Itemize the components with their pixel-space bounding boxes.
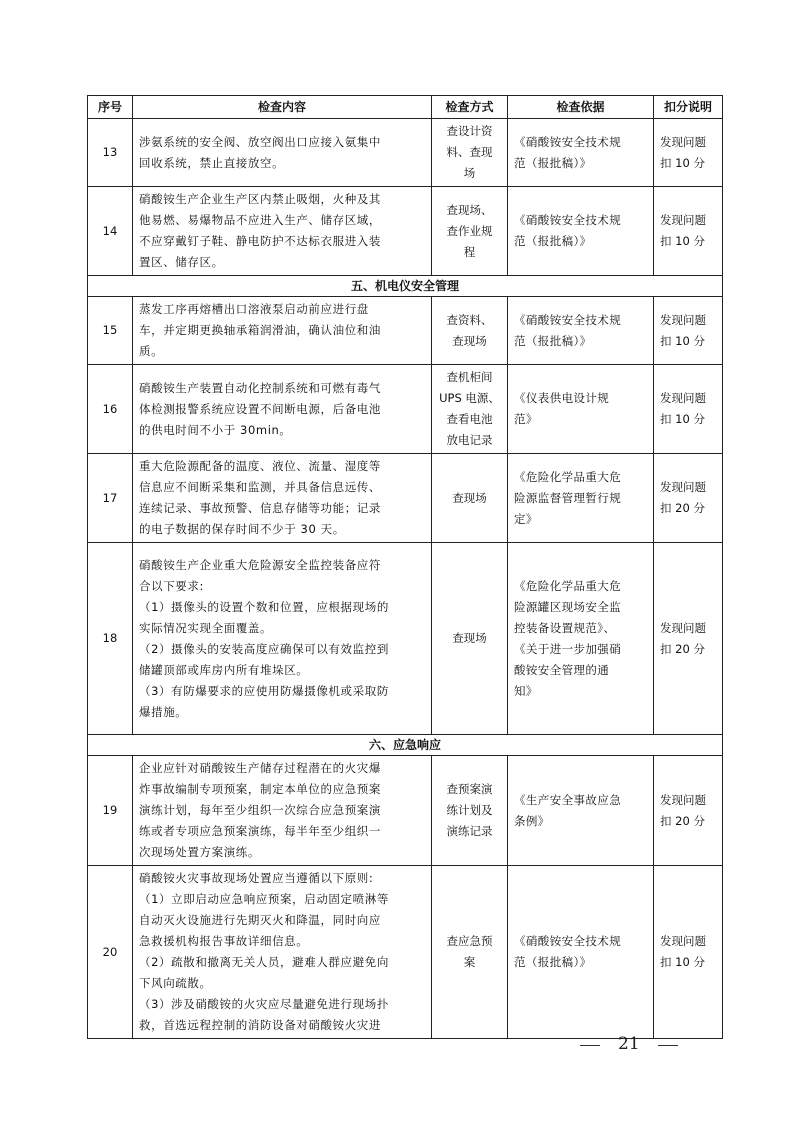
- text-line: 查资料、: [446, 312, 493, 327]
- text-line: 发现问题: [660, 934, 706, 948]
- check-method: [432, 543, 508, 735]
- text-line: （1）摄像头的设置个数和位置，应根据现场的: [139, 599, 389, 614]
- text-line: 查看电池: [446, 412, 493, 426]
- text-line: 查作业规: [446, 223, 493, 238]
- text-line: 查应急预: [446, 934, 493, 948]
- text-line: 回收系统，禁止直接放空。: [139, 155, 285, 170]
- check-content: [133, 187, 432, 276]
- check-content: [133, 119, 432, 187]
- check-method: [432, 187, 508, 276]
- check-basis: [508, 454, 654, 543]
- row-number: 14: [88, 187, 133, 276]
- check-content: [133, 454, 432, 543]
- check-method: [432, 365, 508, 454]
- text-line: 发现问题: [660, 391, 706, 405]
- table-row: [88, 866, 723, 1039]
- text-line: 放电记录: [446, 433, 493, 447]
- text-line: 场: [463, 166, 476, 180]
- text-line: （3）有防爆要求的应使用防爆摄像机或采取防: [139, 683, 389, 698]
- text-line: 《硝酸铵安全技术规: [514, 312, 622, 327]
- text-line: （1）立即启动应急响应预案，启动固定喷淋等: [139, 892, 389, 906]
- section-heading-row: [88, 735, 723, 756]
- header-deduct: 扣分说明: [654, 96, 723, 119]
- text-line: 查现场、: [446, 202, 493, 217]
- deduction-note: [654, 365, 723, 454]
- table-row: [88, 756, 723, 866]
- row-number: 15: [88, 297, 133, 365]
- text-line: 查设计资: [446, 124, 493, 138]
- text-line: 救，首选远程控制的消防设备对硝酸铵火灾进: [139, 1018, 381, 1032]
- text-line: 储罐顶部或库房内所有堆垛区。: [139, 662, 309, 677]
- text-line: 扣 10 分: [660, 955, 705, 969]
- text-line: 急救援机构报告事故详细信息。: [139, 934, 309, 948]
- text-line: 实际情况实现全面覆盖。: [139, 620, 273, 635]
- inspection-table: [87, 95, 723, 1039]
- row-number: 18: [88, 543, 133, 735]
- text-line: 险源罐区现场安全监: [514, 599, 622, 614]
- text-line: 料、查现: [446, 145, 493, 159]
- text-line: 发现问题: [660, 213, 706, 227]
- text-line: 连续记录、事故预警、信息存储等功能；记录: [139, 501, 381, 515]
- section-title: 六、应急响应: [88, 735, 723, 756]
- text-line: 发现问题: [660, 134, 706, 149]
- text-line: 范（报批稿）》: [514, 955, 592, 969]
- text-line: 查现场: [452, 631, 487, 645]
- table-row: [88, 365, 723, 454]
- check-method: [432, 454, 508, 543]
- text-line: 条例》: [514, 813, 550, 828]
- text-line: 案: [463, 955, 476, 969]
- text-line: 他易燃、易爆物品不应进入生产、储存区域，: [139, 213, 381, 227]
- text-line: 信息应不间断采集和监测，并具备信息远传、: [139, 480, 381, 494]
- text-line: 酸铵安全管理的通: [514, 662, 610, 677]
- text-line: 不应穿戴钉子鞋、静电防护不达标衣服进入装: [139, 234, 381, 248]
- text-line: 查预案演: [446, 782, 493, 796]
- check-method: [432, 119, 508, 187]
- text-line: 知》: [514, 683, 538, 698]
- text-line: 范（报批稿）》: [514, 155, 592, 170]
- check-content: [133, 543, 432, 735]
- text-line: 自动灭火设施进行先期灭火和降温，同时向应: [139, 913, 381, 927]
- text-line: 蒸发工序再熔槽出口溶液泵启动前应进行盘: [139, 302, 369, 316]
- text-line: 扣 20 分: [660, 641, 705, 656]
- check-basis: [508, 543, 654, 735]
- text-line: 发现问题: [660, 620, 706, 635]
- text-line: 控装备设置规范》、: [514, 620, 616, 635]
- header-basis: 检查依据: [508, 96, 654, 119]
- text-line: 发现问题: [660, 480, 706, 494]
- text-line: 查现场: [452, 333, 487, 348]
- table-row: [88, 297, 723, 365]
- text-line: 《仪表供电设计规: [514, 391, 610, 405]
- text-line: 体检测报警系统应设置不间断电源，后备电池: [139, 401, 381, 416]
- text-line: 次现场处置方案演练。: [139, 845, 260, 859]
- text-line: 范（报批稿）》: [514, 333, 592, 348]
- deduction-note: [654, 543, 723, 735]
- footer-dash-left: [580, 1045, 600, 1046]
- deduction-note: [654, 866, 723, 1039]
- header-no: 序号: [88, 96, 133, 119]
- check-method: [432, 756, 508, 866]
- text-line: 演练计划，每年至少组织一次综合应急预案演: [139, 803, 381, 817]
- section-title: 五、机电仪安全管理: [88, 276, 723, 297]
- header-method: 检查方式: [432, 96, 508, 119]
- text-line: 扣 10 分: [660, 155, 705, 170]
- text-line: 硝酸铵火灾事故现场处置应当遵循以下原则:: [139, 871, 374, 885]
- deduction-note: [654, 297, 723, 365]
- check-method: [432, 866, 508, 1039]
- text-line: 练或者专项应急预案演练，每半年至少组织一: [139, 824, 381, 838]
- text-line: 扣 20 分: [660, 813, 705, 828]
- text-line: 的电子数据的保存时间不少于 30 天。: [139, 522, 345, 536]
- section-heading-row: [88, 276, 723, 297]
- text-line: 《关于进一步加强硝: [514, 641, 622, 656]
- text-line: 置区、储存区。: [139, 255, 224, 269]
- text-line: 发现问题: [660, 312, 706, 327]
- deduction-note: [654, 119, 723, 187]
- text-line: 硝酸铵生产企业重大危险源安全监控装备应符: [139, 557, 381, 572]
- text-line: 《硝酸铵安全技术规: [514, 934, 622, 948]
- text-line: 程: [463, 244, 476, 259]
- page-footer: [580, 1034, 680, 1056]
- text-line: 硝酸铵生产企业生产区内禁止吸烟，火种及其: [139, 192, 381, 206]
- text-line: 查现场: [452, 490, 487, 505]
- text-line: 硝酸铵生产装置自动化控制系统和可燃有毒气: [139, 380, 381, 395]
- row-number: 13: [88, 119, 133, 187]
- text-line: 企业应针对硝酸铵生产储存过程潜在的火灾爆: [139, 761, 381, 775]
- deduction-note: [654, 756, 723, 866]
- deduction-note: [654, 187, 723, 276]
- text-line: 扣 10 分: [660, 412, 705, 426]
- text-line: 扣 10 分: [660, 333, 705, 348]
- check-content: [133, 297, 432, 365]
- text-line: 扣 10 分: [660, 234, 705, 248]
- text-line: 险源监督管理暂行规: [514, 490, 622, 505]
- footer-dash-right: [658, 1045, 678, 1046]
- text-line: 爆措施。: [139, 704, 188, 719]
- row-number: 19: [88, 756, 133, 866]
- check-basis: [508, 187, 654, 276]
- text-line: 《生产安全事故应急: [514, 792, 622, 807]
- text-line: 下风向疏散。: [139, 976, 212, 990]
- text-line: 《硝酸铵安全技术规: [514, 134, 622, 149]
- check-basis: [508, 866, 654, 1039]
- text-line: 定》: [514, 511, 538, 526]
- text-line: 练计划及: [446, 803, 493, 817]
- row-number: 20: [88, 866, 133, 1039]
- table-header-row: [88, 96, 723, 119]
- table-row: [88, 119, 723, 187]
- text-line: 的供电时间不小于 30min。: [139, 422, 292, 437]
- text-line: 质。: [139, 344, 164, 358]
- check-basis: [508, 756, 654, 866]
- text-line: 合以下要求:: [139, 578, 204, 593]
- page-number: 21: [618, 1034, 640, 1054]
- text-line: （3）涉及硝酸铵的火灾应尽量避免进行现场扑: [139, 997, 389, 1011]
- text-line: 车，并定期更换轴承箱润滑油，确认油位和油: [139, 323, 381, 337]
- text-line: 《危险化学品重大危: [514, 578, 622, 593]
- text-line: 查机柜间: [446, 370, 493, 384]
- row-number: 17: [88, 454, 133, 543]
- check-content: [133, 756, 432, 866]
- text-line: 涉氨系统的安全阀、放空阀出口应接入氨集中: [139, 134, 381, 149]
- check-content: [133, 365, 432, 454]
- deduction-note: [654, 454, 723, 543]
- check-basis: [508, 297, 654, 365]
- check-basis: [508, 119, 654, 187]
- header-content: 检查内容: [133, 96, 432, 119]
- text-line: UPS 电源、: [439, 391, 500, 405]
- text-line: 演练记录: [446, 824, 493, 838]
- table-row: [88, 543, 723, 735]
- text-line: 扣 20 分: [660, 501, 705, 515]
- text-line: 《危险化学品重大危: [514, 469, 622, 484]
- row-number: 16: [88, 365, 133, 454]
- text-line: 炸事故编制专项预案，制定本单位的应急预案: [139, 782, 381, 796]
- text-line: 重大危险源配备的温度、液位、流量、湿度等: [139, 459, 381, 473]
- check-basis: [508, 365, 654, 454]
- check-content: [133, 866, 432, 1039]
- text-line: 《硝酸铵安全技术规: [514, 213, 622, 227]
- text-line: 范》: [514, 412, 538, 426]
- text-line: （2）疏散和撤离无关人员，避难人群应避免向: [139, 955, 389, 969]
- check-method: [432, 297, 508, 365]
- table-row: [88, 187, 723, 276]
- text-line: （2）摄像头的安装高度应确保可以有效监控到: [139, 641, 389, 656]
- table-row: [88, 454, 723, 543]
- text-line: 发现问题: [660, 792, 706, 807]
- text-line: 范（报批稿）》: [514, 234, 592, 248]
